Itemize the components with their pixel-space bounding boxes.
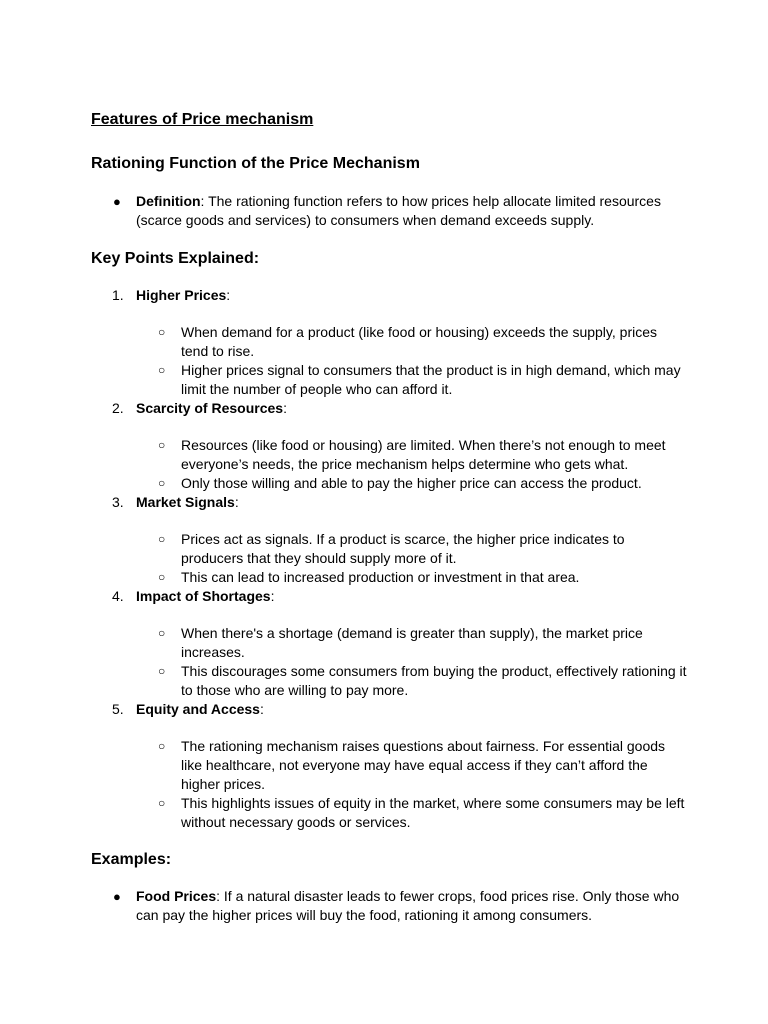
sub-list-item xyxy=(158,530,688,568)
sub-item-text: When demand for a product (like food or housing) exceeds the supply, prices tend to rise. xyxy=(181,324,657,359)
example-body: : If a natural disaster leads to fewer crops, food prices rise. Only those who can pay the higher prices will buy the food, rationing it among consumers. xyxy=(136,888,680,923)
list-number: 5. xyxy=(112,701,124,717)
definition-bullet xyxy=(113,192,693,230)
sub-list-item xyxy=(158,323,688,361)
sub-bullet-icon: ○ xyxy=(158,739,166,753)
colon: : xyxy=(226,287,231,303)
sub-item-text: This highlights issues of equity in the market, where some consumers may be left without necessary goods or services. xyxy=(181,795,685,830)
sub-list-item xyxy=(158,662,688,700)
examples-heading: Examples: xyxy=(91,851,172,868)
key-points-heading: Key Points Explained: xyxy=(91,250,260,267)
document-title: Features of Price mechanism xyxy=(91,111,314,128)
sub-list-item xyxy=(158,568,688,587)
sub-bullet-icon: ○ xyxy=(158,325,166,339)
colon: : xyxy=(234,494,239,510)
sub-list-item xyxy=(158,737,688,794)
bullet-icon: ● xyxy=(113,889,121,904)
sub-item-text: This discourages some consumers from buying the product, effectively rationing it to those who are willing to pay more. xyxy=(181,663,687,698)
example-text xyxy=(136,887,693,925)
example-bullet xyxy=(113,887,693,925)
list-number: 3. xyxy=(112,494,124,510)
definition-term: Definition xyxy=(136,193,201,209)
sub-list-item xyxy=(158,624,688,662)
definition-body: : The rationing function refers to how prices help allocate limited resources (scarce goods and services) to consumers when demand exceeds supply. xyxy=(136,193,661,228)
sub-item-text: The rationing mechanism raises questions about fairness. For essential goods like healthcare, not everyone may have equal access if they can’t afford the higher prices. xyxy=(181,738,666,792)
sub-bullet-icon: ○ xyxy=(158,664,166,678)
list-item-shortages xyxy=(112,587,274,606)
sub-list-item xyxy=(158,794,688,832)
sub-bullet-icon: ○ xyxy=(158,532,166,546)
list-item-term: Higher Prices xyxy=(136,287,227,303)
list-item-term: Market Signals xyxy=(136,494,235,510)
list-item-equity xyxy=(112,700,264,719)
sub-item-text: Only those willing and able to pay the higher price can access the product. xyxy=(181,475,642,491)
list-item-term: Scarcity of Resources xyxy=(136,400,284,416)
colon: : xyxy=(270,588,275,604)
sub-bullet-icon: ○ xyxy=(158,570,166,584)
list-number: 1. xyxy=(112,287,124,303)
list-number: 4. xyxy=(112,588,124,604)
list-item-higher-prices xyxy=(112,286,230,305)
sub-bullet-icon: ○ xyxy=(158,438,166,452)
sub-bullet-icon: ○ xyxy=(158,363,166,377)
definition-text xyxy=(136,192,693,230)
sub-list-item xyxy=(158,361,688,399)
sub-item-text: Prices act as signals. If a product is scarce, the higher price indicates to producers that they should supply more of it. xyxy=(181,531,625,566)
list-item-term: Impact of Shortages xyxy=(136,588,271,604)
sub-item-text: Resources (like food or housing) are limited. When there’s not enough to meet everyone’s needs, the price mechanism helps determine who gets what. xyxy=(181,437,666,472)
sub-item-text: Higher prices signal to consumers that the product is in high demand, which may limit the number of people who can afford it. xyxy=(181,362,681,397)
rationing-heading: Rationing Function of the Price Mechanism xyxy=(91,155,420,172)
bullet-icon: ● xyxy=(113,194,121,209)
sub-bullet-icon: ○ xyxy=(158,796,166,810)
sub-list-item xyxy=(158,436,688,474)
list-number: 2. xyxy=(112,400,124,416)
list-item-scarcity xyxy=(112,399,287,418)
sub-item-text: When there's a shortage (demand is greater than supply), the market price increases. xyxy=(181,625,643,660)
sub-item-text: This can lead to increased production or investment in that area. xyxy=(181,569,580,585)
example-term: Food Prices xyxy=(136,888,217,904)
sub-bullet-icon: ○ xyxy=(158,626,166,640)
list-item-market-signals xyxy=(112,493,239,512)
list-item-term: Equity and Access xyxy=(136,701,260,717)
sub-list-item xyxy=(158,474,688,493)
colon: : xyxy=(283,400,287,416)
sub-bullet-icon: ○ xyxy=(158,476,166,490)
colon: : xyxy=(259,701,264,717)
